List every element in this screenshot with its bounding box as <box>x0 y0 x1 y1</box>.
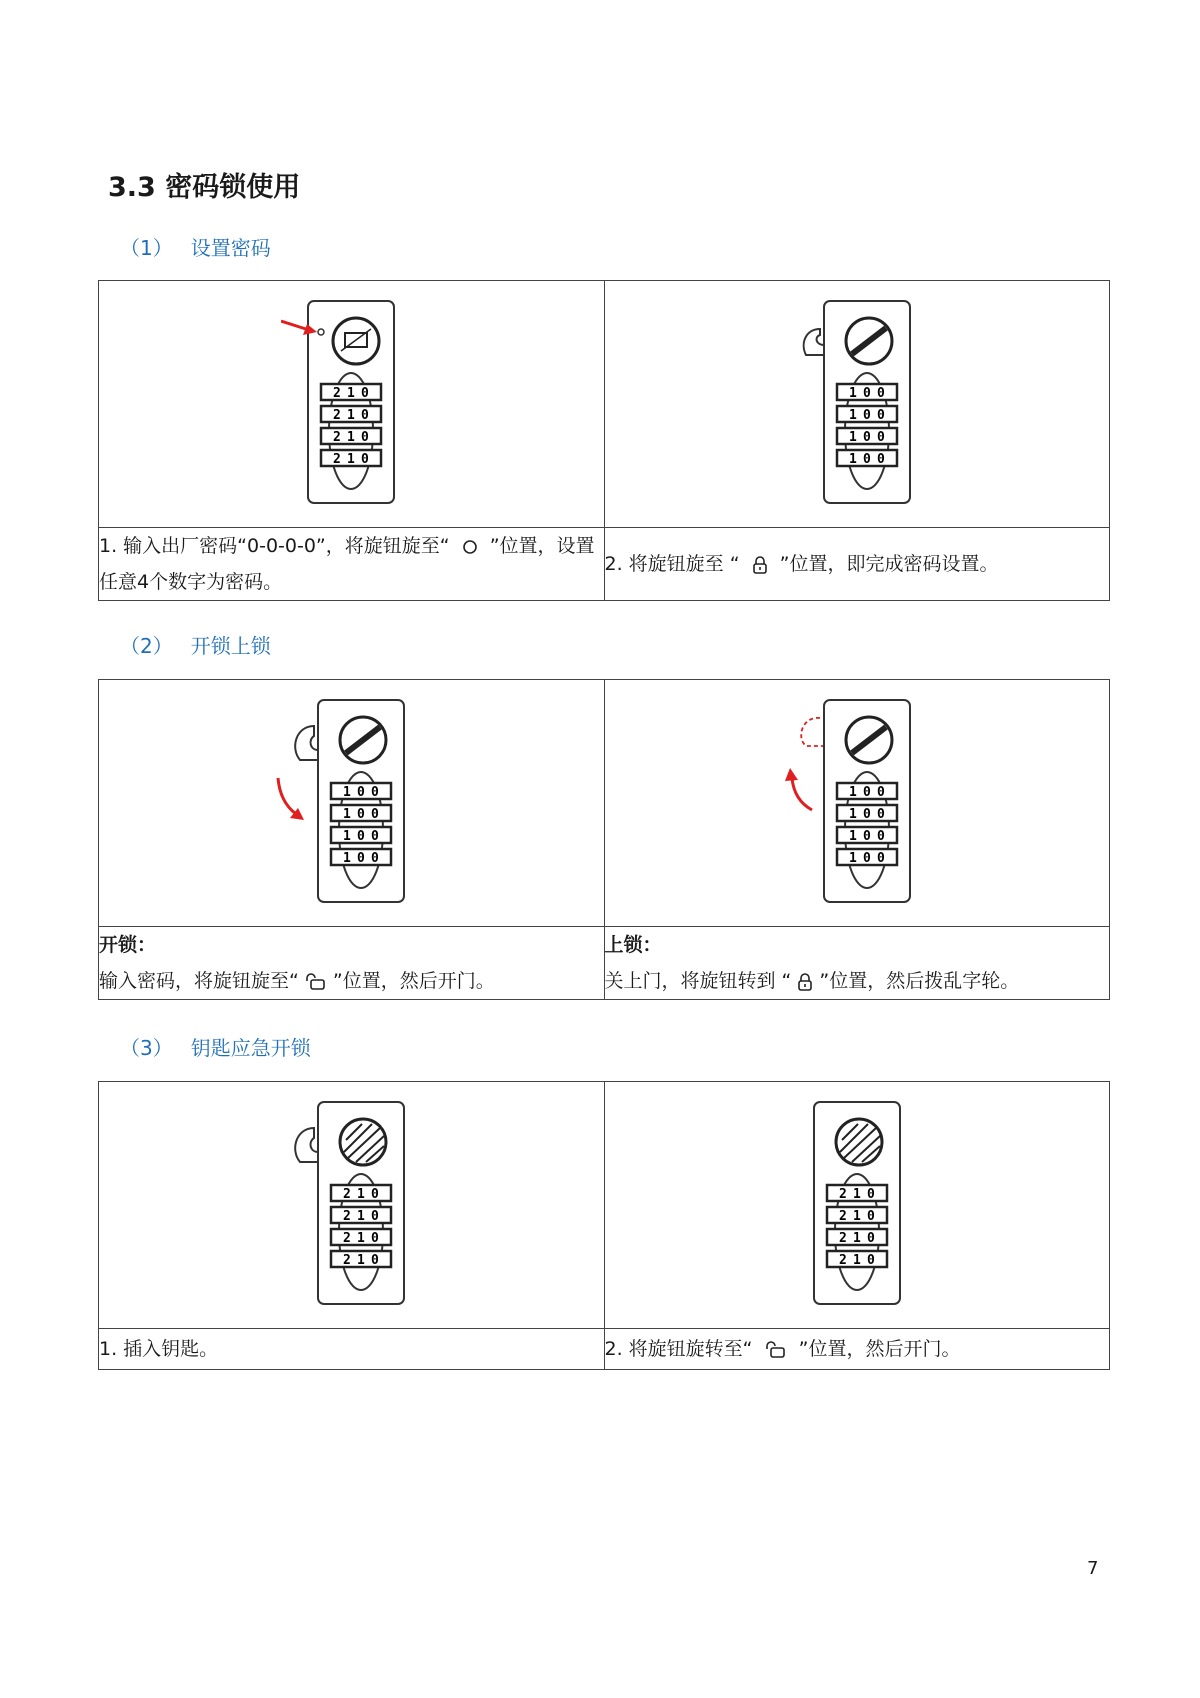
svg-text:0: 0 <box>371 1187 380 1202</box>
svg-text:0: 0 <box>371 851 380 866</box>
svg-text:1: 1 <box>848 386 857 401</box>
svg-text:0: 0 <box>371 785 380 800</box>
svg-text:0: 0 <box>357 785 366 800</box>
svg-text:2: 2 <box>838 1231 847 1246</box>
page-title: 3.3 密码锁使用 <box>108 172 301 203</box>
svg-text:2: 2 <box>343 1209 352 1224</box>
svg-text:0: 0 <box>876 851 885 866</box>
section-title-text: 钥匙应急开锁 <box>190 1036 311 1060</box>
section-title-unlock-lock <box>120 630 271 659</box>
section-title-text: 开锁上锁 <box>190 634 271 658</box>
section-number: （1） <box>120 236 173 260</box>
step-label: 开锁： <box>99 934 157 956</box>
svg-text:0: 0 <box>876 452 885 467</box>
svg-text:1: 1 <box>848 807 857 822</box>
step-description: 2. 将旋钮旋转至“ ”位置，然后开门。 <box>604 1329 1110 1370</box>
step-description: 1. 输入出厂密码“0-0-0-0”，将旋钮旋至“ ”位置，设置任意4个数字为密码。 <box>99 528 605 601</box>
step-label: 上锁： <box>604 934 662 956</box>
svg-text:0: 0 <box>862 452 871 467</box>
svg-text:0: 0 <box>357 851 366 866</box>
svg-text:1: 1 <box>343 851 352 866</box>
svg-text:0: 0 <box>876 807 885 822</box>
svg-text:1: 1 <box>848 430 857 445</box>
svg-text:1: 1 <box>852 1187 861 1202</box>
svg-text:1: 1 <box>848 851 857 866</box>
lock-illustration <box>266 698 436 908</box>
svg-text:0: 0 <box>371 1253 380 1268</box>
svg-text:0: 0 <box>371 807 380 822</box>
unlocked-padlock-icon <box>305 973 327 991</box>
svg-text:1: 1 <box>852 1231 861 1246</box>
unlocked-padlock-icon <box>765 1341 787 1359</box>
svg-text:0: 0 <box>866 1231 875 1246</box>
svg-text:0: 0 <box>357 829 366 844</box>
svg-text:1: 1 <box>357 1187 366 1202</box>
svg-text:1: 1 <box>852 1253 861 1268</box>
svg-text:1: 1 <box>848 785 857 800</box>
svg-text:0: 0 <box>371 1209 380 1224</box>
illustration-cell <box>99 680 605 927</box>
svg-text:0: 0 <box>876 408 885 423</box>
svg-text:0: 0 <box>357 807 366 822</box>
svg-text:1: 1 <box>852 1209 861 1224</box>
svg-text:2: 2 <box>838 1187 847 1202</box>
svg-text:0: 0 <box>862 851 871 866</box>
illustration-cell <box>604 1082 1110 1329</box>
step-description: 2. 将旋钮旋至 “ ”位置，即完成密码设置。 <box>604 528 1110 601</box>
illustration-cell <box>99 1082 605 1329</box>
red-curved-arrow-icon <box>278 778 304 820</box>
svg-text:0: 0 <box>371 1231 380 1246</box>
section-number: （2） <box>120 634 173 658</box>
lock-illustration <box>772 299 942 509</box>
svg-text:2: 2 <box>333 430 342 445</box>
svg-text:1: 1 <box>347 408 356 423</box>
step-table-unlock-lock <box>98 679 1110 1000</box>
step-table-emergency-key <box>98 1081 1110 1370</box>
svg-text:0: 0 <box>862 807 871 822</box>
svg-text:2: 2 <box>333 386 342 401</box>
svg-text:0: 0 <box>361 430 370 445</box>
svg-text:2: 2 <box>838 1253 847 1268</box>
svg-text:0: 0 <box>862 430 871 445</box>
lock-illustration <box>772 698 942 908</box>
svg-text:0: 0 <box>876 386 885 401</box>
svg-text:1: 1 <box>343 829 352 844</box>
locked-padlock-icon <box>797 972 813 992</box>
step-table-set-password <box>98 280 1110 601</box>
svg-text:1: 1 <box>343 807 352 822</box>
svg-text:1: 1 <box>848 829 857 844</box>
section-title-text: 设置密码 <box>190 236 271 260</box>
illustration-cell <box>99 281 605 528</box>
svg-text:1: 1 <box>357 1231 366 1246</box>
step-description: 1. 插入钥匙。 <box>99 1329 605 1370</box>
svg-text:0: 0 <box>862 785 871 800</box>
red-curved-arrow-icon <box>785 768 812 810</box>
svg-text:1: 1 <box>848 408 857 423</box>
lock-illustration <box>281 299 421 509</box>
svg-text:0: 0 <box>866 1253 875 1268</box>
svg-text:1: 1 <box>357 1253 366 1268</box>
svg-text:1: 1 <box>347 430 356 445</box>
illustration-cell <box>604 680 1110 927</box>
svg-text:0: 0 <box>866 1187 875 1202</box>
section-title-set-password <box>120 232 271 261</box>
svg-text:2: 2 <box>838 1209 847 1224</box>
svg-text:0: 0 <box>361 452 370 467</box>
svg-text:1: 1 <box>347 452 356 467</box>
svg-text:1: 1 <box>848 452 857 467</box>
svg-text:2: 2 <box>333 452 342 467</box>
svg-text:0: 0 <box>862 829 871 844</box>
svg-text:0: 0 <box>862 386 871 401</box>
svg-text:0: 0 <box>876 430 885 445</box>
section-number: （3） <box>120 1036 173 1060</box>
svg-text:1: 1 <box>357 1209 366 1224</box>
svg-text:0: 0 <box>862 408 871 423</box>
svg-text:1: 1 <box>343 785 352 800</box>
svg-text:1: 1 <box>347 386 356 401</box>
step-description: 上锁： 关上门，将旋钮转到 “ ”位置，然后拨乱字轮。 <box>604 927 1110 1000</box>
svg-text:2: 2 <box>333 408 342 423</box>
svg-text:2: 2 <box>343 1231 352 1246</box>
svg-text:2: 2 <box>343 1253 352 1268</box>
svg-text:0: 0 <box>361 386 370 401</box>
svg-text:0: 0 <box>371 829 380 844</box>
locked-padlock-icon <box>752 555 768 575</box>
svg-text:0: 0 <box>866 1209 875 1224</box>
circle-icon <box>462 539 478 555</box>
svg-text:0: 0 <box>361 408 370 423</box>
lock-illustration <box>787 1100 927 1310</box>
svg-text:0: 0 <box>876 829 885 844</box>
step-description: 开锁： 输入密码，将旋钮旋至“ ”位置，然后开门。 <box>99 927 605 1000</box>
svg-text:0: 0 <box>876 785 885 800</box>
illustration-cell <box>604 281 1110 528</box>
svg-text:2: 2 <box>343 1187 352 1202</box>
section-title-emergency-key <box>120 1032 311 1061</box>
lock-illustration <box>266 1100 436 1310</box>
page-number: 7 <box>1087 1558 1099 1579</box>
